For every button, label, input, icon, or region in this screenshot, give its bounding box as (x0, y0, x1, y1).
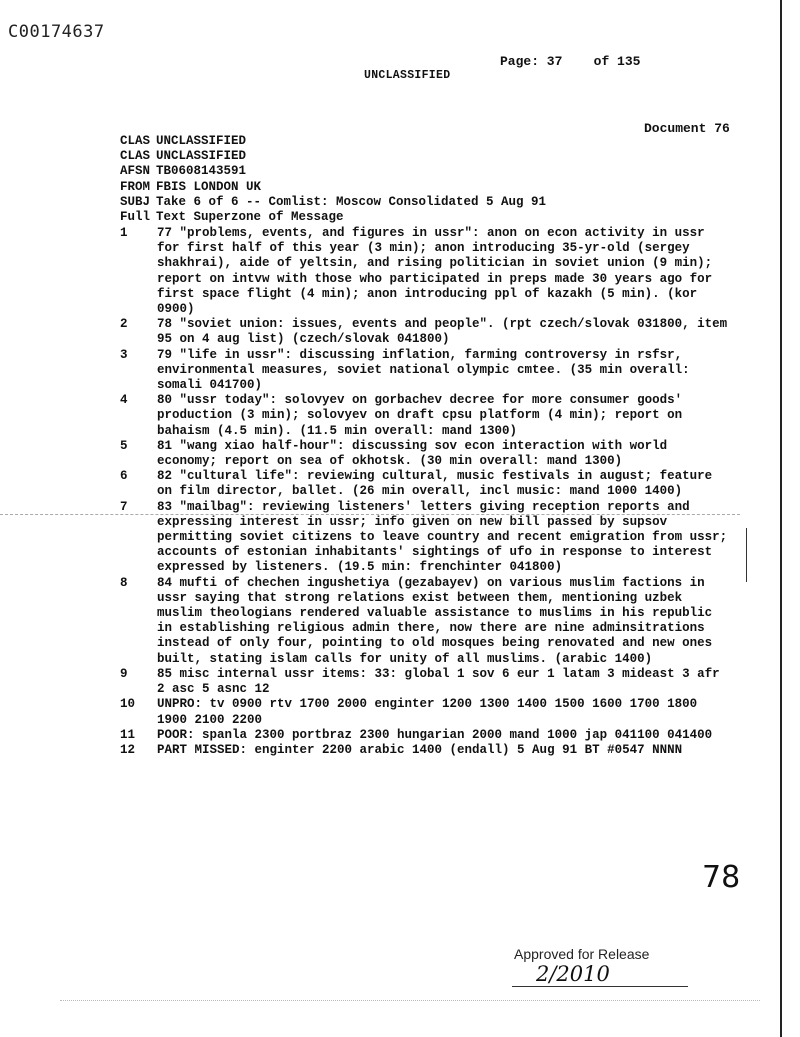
scan-artifact-footer (60, 1000, 760, 1001)
header-value: Text Superzone of Message (156, 209, 344, 224)
item-number: 5 (120, 438, 128, 453)
item-number: 7 (120, 499, 128, 514)
approval-underline (512, 986, 688, 987)
item-text: 80 "ussr today": solovyev on gorbachev decree for more consumer goods' production (3 min); solovyev on draft cpsu platform (4 min); report on bahaism (4.5 min). (11.5 min overall: mand 1300) (157, 393, 683, 438)
item-text: 79 "life in ussr": discussing inflation, farming controversy in rsfsr, environmental measures, soviet national olympic cmtee. (35 min overall: somali 041700) (157, 347, 690, 393)
header-key: SUBJ (120, 194, 151, 209)
list-item (120, 393, 730, 439)
list-item (120, 348, 730, 394)
approval-label: Approved for Release (514, 946, 650, 962)
item-text: POOR: spanla 2300 portbraz 2300 hungarian 2000 mand 1000 jap 041100 041400 (157, 727, 713, 742)
header-row (120, 149, 546, 164)
item-text: PART MISSED: enginter 2200 arabic 1400 (endall) 5 Aug 91 BT #0547 NNNN (157, 742, 683, 757)
margin-bracket-mark (746, 528, 747, 582)
header-value: UNCLASSIFIED (156, 134, 247, 148)
page-edge-line (780, 0, 782, 1037)
list-item (120, 743, 730, 758)
page-total: of 135 (593, 54, 641, 69)
header-row (120, 164, 546, 179)
page-label: Page: 37 (500, 54, 563, 69)
item-text: 85 misc internal ussr items: 33: global 1 sov 6 eur 1 latam 3 mideast 3 afr 2 asc 5 asnc 12 (157, 666, 720, 697)
classification-header: UNCLASSIFIED (364, 69, 451, 82)
header-row (120, 180, 546, 195)
item-number: 11 (120, 727, 136, 742)
header-value: UNCLASSIFIED (156, 149, 247, 164)
header-key: Full (120, 209, 151, 224)
document-number: Document 76 (644, 121, 730, 136)
list-item (120, 576, 730, 667)
item-number: 8 (120, 575, 128, 590)
list-item (120, 667, 730, 697)
header-key: FROM (120, 179, 151, 194)
item-text: 84 mufti of chechen ingushetiya (gezabayev) on various muslim factions in ussr saying that strong relations exist between them, mentioning uzbek muslim theologians rendered valuable assistance to muslims in his republic in establishing religious admin there, now there are nine adminsitrations instead of only four, pointing to old mosques being renovated and new ones built, stating islam calls for unity of all muslims. (arabic 1400) (157, 575, 713, 666)
header-value: Take 6 of 6 -- Comlist: Moscow Consolidated 5 Aug 91 (156, 194, 547, 209)
header-row (120, 210, 546, 225)
approval-date: 2/2010 (536, 962, 610, 986)
list-item (120, 469, 730, 499)
item-number: 9 (120, 666, 128, 681)
page-number (500, 54, 640, 69)
item-text: 82 "cultural life": reviewing cultural, music festivals in august; feature on film director, ballet. (26 min overall, incl music: mand 1000 1400) (157, 469, 713, 499)
item-text: 78 "soviet union: issues, events and people". (rpt czech/slovak 031800, item 95 on 4 aug list) (czech/slovak 041800) (157, 317, 728, 347)
list-item (120, 728, 730, 743)
item-number: 4 (120, 393, 128, 408)
item-text: 81 "wang xiao half-hour": discussing sov econ interaction with world economy; report on sea of okhotsk. (30 min overall: mand 1300) (157, 438, 668, 469)
document-id: C00174637 (8, 22, 105, 42)
item-text: 83 "mailbag": reviewing listeners' letters giving reception reports and expressing interest in ussr; info given on new bill passed by supsov permitting soviet citizens to leave country and recent emigration from ussr; accounts of estonian inhabitants' sightings of ufo in response to interest expressed by listeners. (19.5 min: frenchinter 041800) (157, 499, 728, 575)
item-number: 10 (120, 697, 136, 712)
item-text: 77 "problems, events, and figures in ussr": anon on econ activity in ussr for first half of this year (3 min); anon introducing 35-yr-old (sergey shakhrai), aide of yeltsin, and rising politician in soviet union (9 min); report on intvw with those who participated in preps made 30 years ago for first space flight (4 min); anon introducing ppl of kazakh (5 min). (kor 0900) (157, 226, 713, 317)
item-list (120, 226, 730, 758)
item-number: 3 (120, 347, 128, 362)
header-key: AFSN (120, 164, 151, 179)
list-item (120, 226, 730, 317)
item-number: 1 (120, 226, 128, 240)
list-item (120, 697, 730, 727)
header-row (120, 195, 546, 210)
handwritten-page-number: 78 (702, 860, 741, 895)
header-key: CLAS (120, 134, 151, 148)
list-item (120, 500, 730, 576)
header-row (120, 134, 546, 149)
list-item (120, 439, 730, 469)
header-value: FBIS LONDON UK (156, 179, 262, 194)
item-text: UNPRO: tv 0900 rtv 1700 2000 enginter 1200 1300 1400 1500 1600 1700 1800 1900 2100 2200 (157, 697, 698, 727)
header-key: CLAS (120, 149, 151, 164)
item-number: 2 (120, 317, 128, 332)
header-value: TB0608143591 (156, 164, 247, 179)
item-number: 6 (120, 469, 128, 484)
list-item (120, 317, 730, 347)
item-number: 12 (120, 742, 136, 757)
message-header (120, 134, 546, 225)
